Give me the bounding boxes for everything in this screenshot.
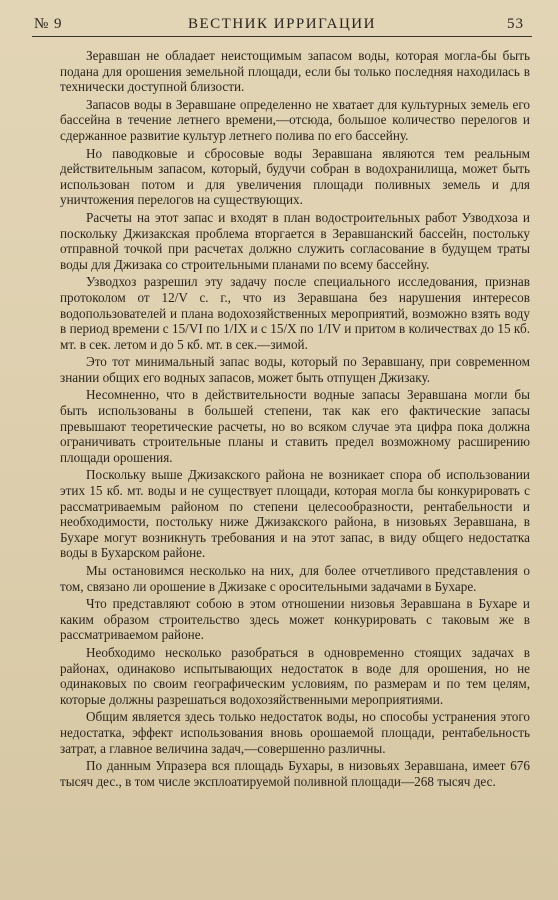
journal-title: ВЕСТНИК ИРРИГАЦИИ	[188, 16, 376, 32]
paragraph: Запасов воды в Зеравшане определенно не хватает для культурных земель его бассейна в течение летнего времени,—отсюда, большое количество перелогов и сдержанное развитие культур летнего полива по его бассейну.	[60, 96, 530, 143]
paragraph: Узводхоз разрешил эту задачу после специального исследования, признав протоколом от 12/V с. г., что из Зеравшана без нарушения интересов водопользователей и плана водохозяйственных мероприятий, возможно взять воду в период времени с 15/VI по 1/IX и с 15/X по 1/IV и притом в количествах до 15 кб. мт. в сек. летом и до 5 кб. мт. в сек.—зимой.	[60, 274, 530, 352]
article-body	[60, 48, 530, 791]
paragraph: Поскольку выше Джизакского района не возникает спора об использовании этих 15 кб. мт. воды и не существует площади, которая могла бы конкурировать с рассматриваемым районом по степени целесообразности, рентабельности и необходимости, постольку ниже Джизакского района, в низовьях Зеравшана, в Бухаре могут возникнуть требования и на этот запас, в виду общего недостатка воды в Бухарском районе.	[60, 467, 530, 561]
paragraph: Что представляют собою в этом отношении низовья Зеравшана в Бухаре и каким образом строительство здесь может конкурировать с таковым же в рассматриваемом районе.	[60, 596, 530, 643]
paragraph: Это тот минимальный запас воды, который по Зеравшану, при современном знании общих его водных запасов, может быть отпущен Джизаку.	[60, 354, 530, 385]
paragraph: Но паводковые и сбросовые воды Зеравшана являются тем реальным действительным запасом, который, будучи собран в водохранилища, может быть использован потом и для увеличения площади поливных земель и для уничтожения перелогов на существующих.	[60, 145, 530, 208]
page-number: 53	[507, 16, 524, 32]
issue-number: № 9	[34, 16, 63, 32]
paragraph: Расчеты на этот запас и входят в план водостроительных работ Узводхоза и поскольку Джизакская проблема вторгается в Зеравшанский бассейн, постольку отправной точкой при расчетах должно служить согласование в будущем траты воды для Джизака со строительными планами по всему бассейну.	[60, 209, 530, 272]
running-header	[32, 12, 532, 37]
paragraph: Несомненно, что в действительности водные запасы Зеравшана могли бы быть использованы в большей степени, так как его фактические запасы превышают теоретические расчеты, но во всяком случае эта цифра пока должна ограничивать строительные планы и ставить предел возможному расширению площади орошения.	[60, 387, 530, 465]
paragraph: Необходимо несколько разобраться в одновременно стоящих задачах в районах, одинаково испытывающих недостаток в воде для орошения, но не одинаковых по своим географическим условиям, по размерам и по тем целям, которые должны разрешаться водохозяйственными мероприятиями.	[60, 644, 530, 707]
paragraph: Мы остановимся несколько на них, для более отчетливого представления о том, связано ли орошение в Джизаке с оросительными задачами в Бухаре.	[60, 563, 530, 594]
paragraph: Общим является здесь только недостаток воды, но способы устранения этого недостатка, эффект использования вновь орошаемой площади, рентабельность затрат, а главное величина задач,—совершенно различны.	[60, 709, 530, 756]
paragraph: По данным Упразера вся площадь Бухары, в низовьях Зеравшана, имеет 676 тысяч дес., в том числе эксплоатируемой поливной площади—268 тысяч дес.	[60, 758, 530, 789]
paragraph: Зеравшан не обладает неистощимым запасом воды, которая могла-бы быть подана для орошения земельной площади, если бы только последняя находилась в технически доступной близости.	[60, 48, 530, 95]
